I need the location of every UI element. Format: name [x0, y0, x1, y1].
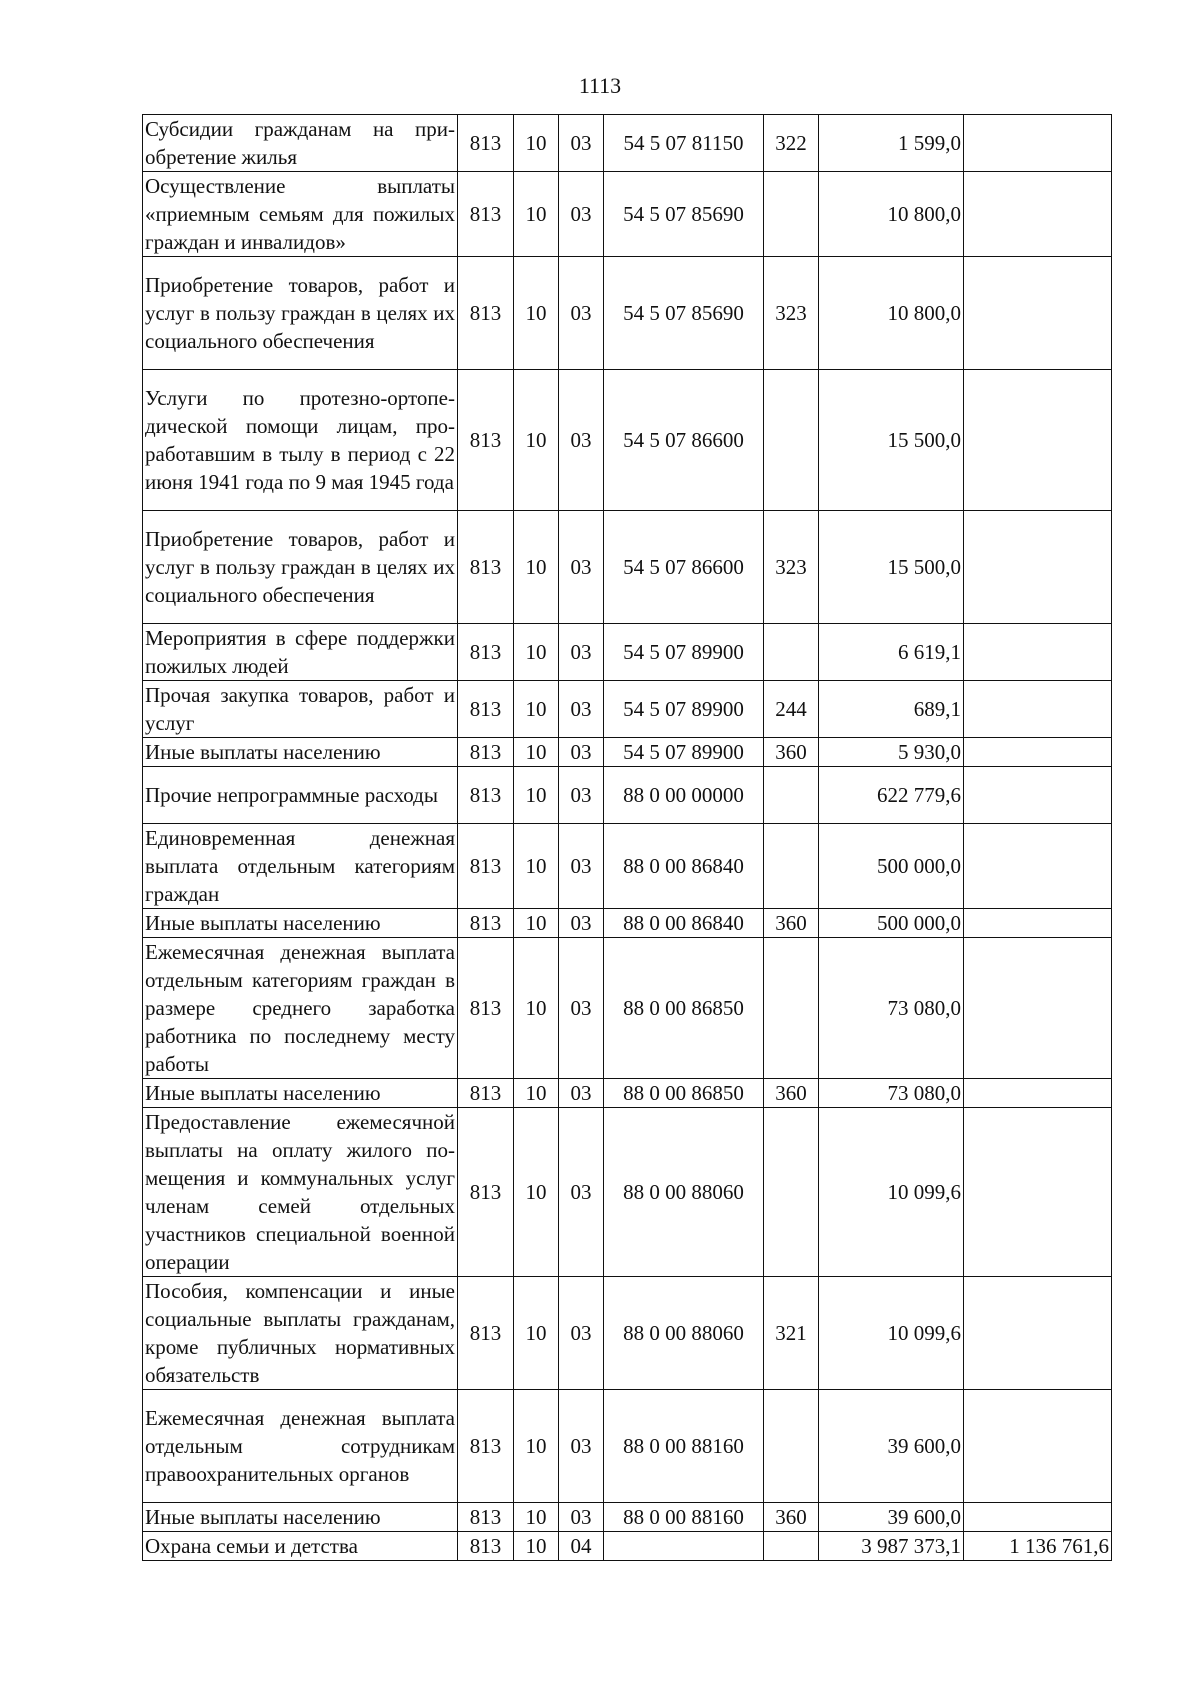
amount-primary: 39 600,0: [819, 1503, 964, 1532]
amount-secondary: [964, 115, 1112, 172]
section-code: 10: [514, 681, 559, 738]
section-code: 10: [514, 909, 559, 938]
amount-primary: 10 099,6: [819, 1277, 964, 1390]
expense-type-code: 360: [764, 909, 819, 938]
amount-primary: 500 000,0: [819, 909, 964, 938]
amount-secondary: [964, 1390, 1112, 1503]
page-number: 1113: [578, 73, 622, 98]
amount-primary: 622 779,6: [819, 767, 964, 824]
expense-type-code: 360: [764, 738, 819, 767]
amount-primary: 15 500,0: [819, 370, 964, 511]
budget-table-body: [143, 115, 1112, 1561]
amount-primary: 689,1: [819, 681, 964, 738]
ministry-code: 813: [458, 681, 514, 738]
target-article-code: 88 0 00 88060: [604, 1277, 764, 1390]
subsection-code: 03: [559, 938, 604, 1079]
table-row: [143, 938, 1112, 1079]
amount-primary: 73 080,0: [819, 1079, 964, 1108]
amount-primary: 500 000,0: [819, 824, 964, 909]
expense-type-code: 244: [764, 681, 819, 738]
row-description: Иные выплаты населению: [143, 909, 458, 938]
table-row: [143, 1277, 1112, 1390]
budget-table: [142, 114, 1112, 1561]
subsection-code: 03: [559, 1079, 604, 1108]
expense-type-code: 323: [764, 257, 819, 370]
ministry-code: 813: [458, 624, 514, 681]
ministry-code: 813: [458, 1503, 514, 1532]
target-article-code: 88 0 00 86840: [604, 909, 764, 938]
section-code: 10: [514, 257, 559, 370]
expense-type-code: [764, 1108, 819, 1277]
expense-type-code: 360: [764, 1079, 819, 1108]
table-row: [143, 909, 1112, 938]
amount-primary: 6 619,1: [819, 624, 964, 681]
target-article-code: 54 5 07 89900: [604, 624, 764, 681]
amount-secondary: [964, 824, 1112, 909]
subsection-code: 04: [559, 1532, 604, 1561]
amount-secondary: [964, 172, 1112, 257]
target-article-code: 88 0 00 86850: [604, 938, 764, 1079]
row-description: Иные выплаты населению: [143, 738, 458, 767]
subsection-code: 03: [559, 1277, 604, 1390]
target-article-code: 54 5 07 86600: [604, 511, 764, 624]
ministry-code: 813: [458, 1079, 514, 1108]
ministry-code: 813: [458, 1532, 514, 1561]
ministry-code: 813: [458, 257, 514, 370]
table-row: [143, 1532, 1112, 1561]
row-description: Приобретение товаров, работ и услуг в пользу граждан в целях их социального обеспечения: [143, 511, 458, 624]
section-code: 10: [514, 1532, 559, 1561]
table-row: [143, 824, 1112, 909]
section-code: 10: [514, 1277, 559, 1390]
amount-primary: 3 987 373,1: [819, 1532, 964, 1561]
amount-primary: 73 080,0: [819, 938, 964, 1079]
section-code: 10: [514, 624, 559, 681]
subsection-code: 03: [559, 624, 604, 681]
section-code: 10: [514, 1390, 559, 1503]
target-article-code: 88 0 00 86840: [604, 824, 764, 909]
ministry-code: 813: [458, 370, 514, 511]
ministry-code: 813: [458, 1108, 514, 1277]
expense-type-code: [764, 824, 819, 909]
section-code: 10: [514, 370, 559, 511]
ministry-code: 813: [458, 1390, 514, 1503]
amount-secondary: [964, 257, 1112, 370]
row-description: Предоставление ежемесячной выплаты на оплату жилого помещения и коммунальных услуг членам семей отдельных участников специальной военной операции: [143, 1108, 458, 1277]
section-code: 10: [514, 1108, 559, 1277]
subsection-code: 03: [559, 824, 604, 909]
target-article-code: 54 5 07 85690: [604, 257, 764, 370]
target-article-code: 88 0 00 88160: [604, 1503, 764, 1532]
row-description: Единовременная денежная выплата отдельным категориям граждан: [143, 824, 458, 909]
subsection-code: 03: [559, 909, 604, 938]
table-row: [143, 767, 1112, 824]
subsection-code: 03: [559, 370, 604, 511]
expense-type-code: [764, 624, 819, 681]
amount-primary: 15 500,0: [819, 511, 964, 624]
table-row: [143, 511, 1112, 624]
target-article-code: [604, 1532, 764, 1561]
expense-type-code: [764, 938, 819, 1079]
amount-primary: 5 930,0: [819, 738, 964, 767]
row-description: Ежемесячная денежная выплата отдельным сотрудникам правоохранительных органов: [143, 1390, 458, 1503]
subsection-code: 03: [559, 172, 604, 257]
ministry-code: 813: [458, 767, 514, 824]
row-description: Ежемесячная денежная выплата отдельным категориям граждан в размере среднего заработка работника по последнему месту работы: [143, 938, 458, 1079]
amount-secondary: [964, 1079, 1112, 1108]
ministry-code: 813: [458, 172, 514, 257]
ministry-code: 813: [458, 909, 514, 938]
subsection-code: 03: [559, 115, 604, 172]
table-row: [143, 1108, 1112, 1277]
target-article-code: 88 0 00 88060: [604, 1108, 764, 1277]
section-code: 10: [514, 938, 559, 1079]
ministry-code: 813: [458, 1277, 514, 1390]
table-row: [143, 624, 1112, 681]
amount-primary: 39 600,0: [819, 1390, 964, 1503]
row-description: Иные выплаты населению: [143, 1503, 458, 1532]
section-code: 10: [514, 115, 559, 172]
row-description: Субсидии гражданам на приобретение жилья: [143, 115, 458, 172]
amount-secondary: [964, 624, 1112, 681]
amount-primary: 10 800,0: [819, 172, 964, 257]
section-code: 10: [514, 738, 559, 767]
section-code: 10: [514, 1079, 559, 1108]
table-row: [143, 115, 1112, 172]
ministry-code: 813: [458, 511, 514, 624]
row-description: Приобретение товаров, работ и услуг в пользу граждан в целях их социального обеспечения: [143, 257, 458, 370]
subsection-code: 03: [559, 257, 604, 370]
target-article-code: 54 5 07 86600: [604, 370, 764, 511]
amount-primary: 10 800,0: [819, 257, 964, 370]
section-code: 10: [514, 511, 559, 624]
table-row: [143, 1079, 1112, 1108]
target-article-code: 54 5 07 89900: [604, 738, 764, 767]
section-code: 10: [514, 1503, 559, 1532]
subsection-code: 03: [559, 738, 604, 767]
row-description: Услуги по протезно-ортопедической помощи лицам, проработавшим в тылу в период с 22 июня 1941 года по 9 мая 1945 года: [143, 370, 458, 511]
table-row: [143, 370, 1112, 511]
amount-secondary: [964, 681, 1112, 738]
expense-type-code: [764, 1532, 819, 1561]
amount-primary: 1 599,0: [819, 115, 964, 172]
subsection-code: 03: [559, 1108, 604, 1277]
section-code: 10: [514, 767, 559, 824]
amount-secondary: [964, 767, 1112, 824]
amount-secondary: [964, 1503, 1112, 1532]
row-description: Охрана семьи и детства: [143, 1532, 458, 1561]
target-article-code: 54 5 07 85690: [604, 172, 764, 257]
subsection-code: 03: [559, 1503, 604, 1532]
section-code: 10: [514, 172, 559, 257]
expense-type-code: 321: [764, 1277, 819, 1390]
target-article-code: 54 5 07 81150: [604, 115, 764, 172]
amount-secondary: [964, 1277, 1112, 1390]
target-article-code: 54 5 07 89900: [604, 681, 764, 738]
row-description: Иные выплаты населению: [143, 1079, 458, 1108]
ministry-code: 813: [458, 115, 514, 172]
row-description: Пособия, компенсации и иные социальные выплаты гражданам, кроме публичных нормативных обязательств: [143, 1277, 458, 1390]
amount-secondary: [964, 1108, 1112, 1277]
amount-secondary: [964, 738, 1112, 767]
expense-type-code: [764, 1390, 819, 1503]
row-description: Прочие непрограммные расходы: [143, 767, 458, 824]
expense-type-code: 360: [764, 1503, 819, 1532]
table-row: [143, 1390, 1112, 1503]
expense-type-code: [764, 370, 819, 511]
table-row: [143, 738, 1112, 767]
amount-secondary: [964, 511, 1112, 624]
section-code: 10: [514, 824, 559, 909]
expense-type-code: 323: [764, 511, 819, 624]
expense-type-code: 322: [764, 115, 819, 172]
amount-secondary: [964, 938, 1112, 1079]
target-article-code: 88 0 00 88160: [604, 1390, 764, 1503]
row-description: Мероприятия в сфере поддержки пожилых людей: [143, 624, 458, 681]
ministry-code: 813: [458, 738, 514, 767]
ministry-code: 813: [458, 824, 514, 909]
amount-secondary: 1 136 761,6: [964, 1532, 1112, 1561]
amount-secondary: [964, 370, 1112, 511]
ministry-code: 813: [458, 938, 514, 1079]
target-article-code: 88 0 00 00000: [604, 767, 764, 824]
subsection-code: 03: [559, 681, 604, 738]
subsection-code: 03: [559, 511, 604, 624]
row-description: Прочая закупка товаров, работ и услуг: [143, 681, 458, 738]
subsection-code: 03: [559, 1390, 604, 1503]
subsection-code: 03: [559, 767, 604, 824]
target-article-code: 88 0 00 86850: [604, 1079, 764, 1108]
table-row: [143, 257, 1112, 370]
amount-secondary: [964, 909, 1112, 938]
expense-type-code: [764, 767, 819, 824]
table-row: [143, 1503, 1112, 1532]
table-row: [143, 172, 1112, 257]
row-description: Осуществление выплаты «приемным семьям для пожилых граждан и инвалидов»: [143, 172, 458, 257]
amount-primary: 10 099,6: [819, 1108, 964, 1277]
expense-type-code: [764, 172, 819, 257]
table-row: [143, 681, 1112, 738]
